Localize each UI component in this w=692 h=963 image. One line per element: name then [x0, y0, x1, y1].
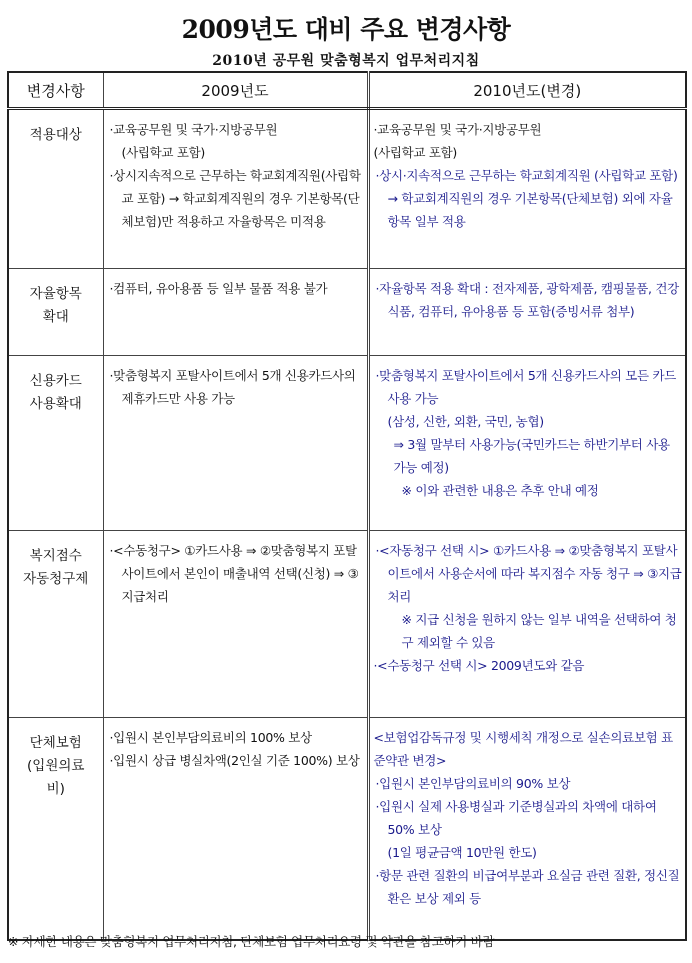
category-line: 신용카드 — [29, 373, 82, 389]
cell-text: ·<수동청구 선택 시> 2009년도와 같음 — [373, 658, 585, 673]
table-row — [8, 269, 686, 356]
cell-text: ·항문 관련 질환의 비급여부분과 요실금 관련 질환, 정신질환은 보상 제외 등 — [375, 868, 680, 906]
cell-text: ·교육공무원 및 국가·지방공무원 — [109, 122, 278, 137]
category-line: 사용확대 — [29, 396, 82, 412]
changes-table — [7, 71, 687, 941]
footnote: ※ 자세한 내용은 맞춤형복지 업무처리지침, 단체보험 업무처리요령 및 약관을 참고하기 바람 — [8, 934, 495, 949]
cell-text: ·<자동청구 선택 시> ①카드사용 ⇒ ②맞춤형복지 포탈사이트에서 사용순서에 따라 복지점수 자동 청구 ⇒ ③지급처리 — [375, 543, 682, 604]
header-2009: 2009년도 — [103, 72, 368, 109]
cell-text: ·자율항목 적용 확대 : 전자제품, 광학제품, 캠핑물품, 건강식품, 컴퓨터, 유아용품 등 포함(증빙서류 첨부) — [375, 281, 679, 319]
cell-2009 — [103, 718, 368, 941]
cell-text: ·입원시 실제 사용병실과 기준병실과의 차액에 대하여 50% 보상 — [375, 799, 657, 837]
cell-text: ·맞춤형복지 포탈사이트에서 5개 신용카드사의 모든 카드 사용 가능 — [375, 368, 677, 406]
cell-2010 — [368, 356, 686, 531]
category-line: 확대 — [42, 309, 69, 325]
row-category — [8, 109, 103, 269]
category-line: (입원의료 — [27, 758, 85, 774]
page-title: 2009년도 대비 주요 변경사항 — [181, 15, 511, 44]
cell-text: ·교육공무원 및 국가·지방공무원 — [373, 122, 542, 137]
cell-text: <보험업감독규정 및 시행세칙 개정으로 실손의료보험 표준약관 변경> — [373, 730, 673, 768]
cell-2009 — [103, 356, 368, 531]
cell-2009 — [103, 531, 368, 718]
cell-text: (사립학교 포함) — [121, 145, 205, 160]
cell-text: ·입원시 본인부담의료비의 90% 보상 — [375, 776, 571, 791]
table-row — [8, 356, 686, 531]
cell-2010 — [368, 109, 686, 269]
cell-2010 — [368, 269, 686, 356]
cell-text: ⇒ 3월 말부터 사용가능(국민카드는 하반기부터 사용 가능 예정) — [393, 437, 670, 475]
cell-text: ·컴퓨터, 유아용품 등 일부 물품 적용 불가 — [109, 281, 328, 296]
cell-2010 — [368, 531, 686, 718]
table-row — [8, 109, 686, 269]
cell-text: ※ 지급 신청을 원하지 않는 일부 내역을 선택하여 청구 제외할 수 있음 — [401, 612, 677, 650]
category-line: 비) — [46, 781, 65, 797]
table-row — [8, 531, 686, 718]
cell-text: ·상시·지속적으로 근무하는 학교회계직원 (사립학교 포함) → 학교회계직원의 경우 기본항목(단체보험) 외에 자율항목 일부 적용 — [375, 168, 678, 229]
category-line: 자율항목 — [29, 286, 82, 302]
category-line: 적용대상 — [29, 127, 82, 143]
row-category — [8, 531, 103, 718]
table-row — [8, 718, 686, 941]
cell-2010 — [368, 718, 686, 941]
table-header-row — [8, 72, 686, 109]
cell-2009 — [103, 269, 368, 356]
cell-text: ·상시지속적으로 근무하는 학교회계직원(사립학교 포함) → 학교회계직원의 경우 기본항목(단체보험)만 적용하고 자율항목은 미적용 — [109, 168, 361, 229]
category-line: 자동청구제 — [23, 571, 89, 587]
header-2010: 2010년도(변경) — [368, 72, 686, 109]
header-category: 변경사항 — [8, 72, 103, 109]
cell-text: (1일 평균금액 10만원 한도) — [387, 845, 537, 860]
row-category — [8, 718, 103, 941]
row-category — [8, 269, 103, 356]
cell-text: ※ 이와 관련한 내용은 추후 안내 예정 — [401, 483, 599, 498]
cell-text: ·맞춤형복지 포탈사이트에서 5개 신용카드사의 제휴카드만 사용 가능 — [109, 368, 356, 406]
cell-text: ·<수동청구> ①카드사용 ⇒ ②맞춤형복지 포탈사이트에서 본인이 매출내역 선택(신청) ⇒ ③지급처리 — [109, 543, 359, 604]
cell-text: ·입원시 상급 병실차액(2인실 기준 100%) 보상 — [109, 753, 360, 768]
cell-text: ·입원시 본인부담의료비의 100% 보상 — [109, 730, 312, 745]
page-subtitle: 2010년 공무원 맞춤형복지 업무처리지침 — [212, 53, 480, 69]
cell-text: (삼성, 신한, 외환, 국민, 농협) — [387, 414, 544, 429]
cell-2009 — [103, 109, 368, 269]
category-line: 복지점수 — [29, 548, 82, 564]
row-category — [8, 356, 103, 531]
category-line: 단체보험 — [29, 735, 82, 751]
cell-text: (사립학교 포함) — [373, 145, 457, 160]
